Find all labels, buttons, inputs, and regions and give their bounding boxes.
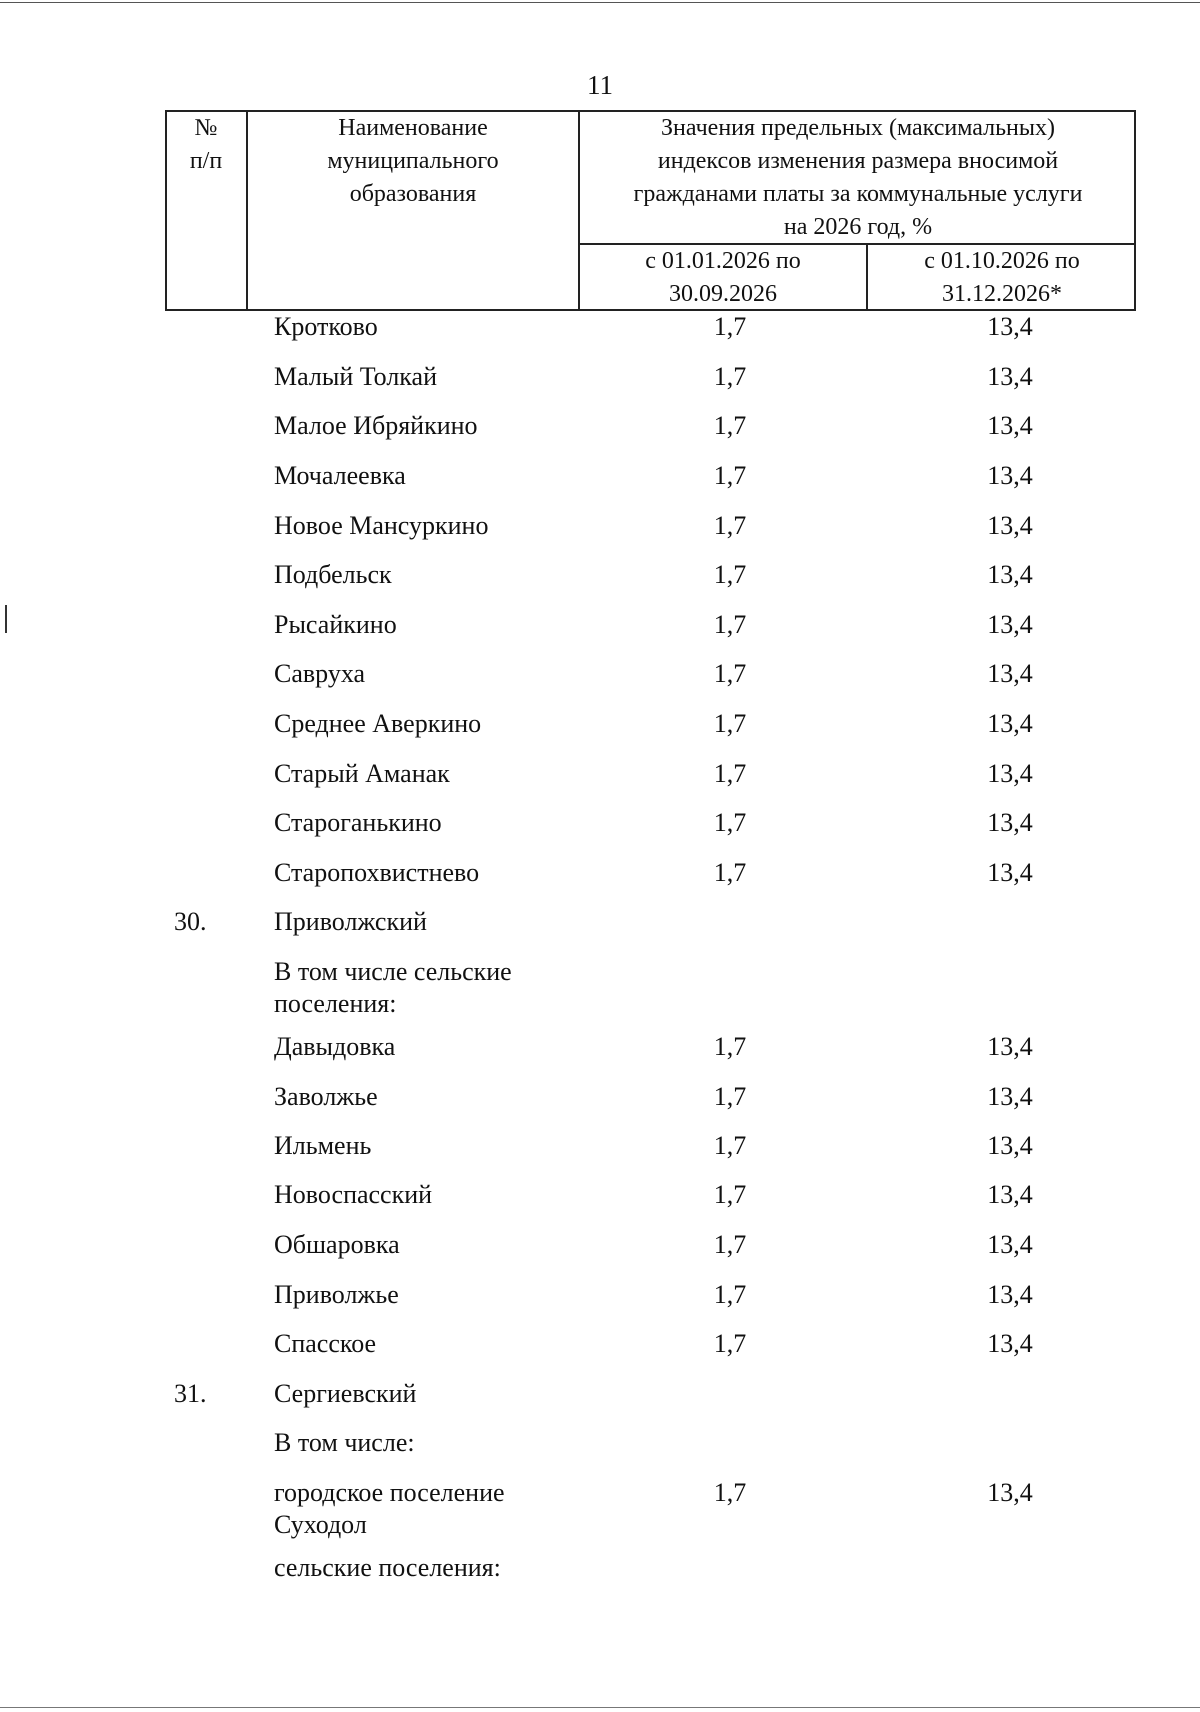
row-municipality-name: Давыдовка [274,1032,396,1061]
row-municipality-name: Кротково [274,312,378,341]
row-municipality-name: Ильмень [274,1131,372,1160]
row-municipality-name: Новое Мансуркино [274,511,489,540]
row-municipality-name: Староганькино [274,808,442,837]
row-index-period-2: 13,4 [987,1230,1033,1259]
row-municipality-name: Малое Ибряйкино [274,411,478,440]
row-index-period-1: 1,7 [713,511,747,540]
row-index-period-1: 1,7 [713,461,747,490]
row-index-period-1: 1,7 [713,411,747,440]
row-index-period-2: 13,4 [987,511,1033,540]
row-index-period-2: 13,4 [987,1032,1033,1061]
row-municipality-name: городское поселение Суходол [274,1478,505,1539]
row-index-period-1: 1,7 [713,1329,747,1358]
header-name-col: Наименование муниципального образования [327,115,499,207]
row-index-period-2: 13,4 [987,1082,1033,1111]
row-index-period-2: 13,4 [987,709,1033,738]
row-index-period-2: 13,4 [987,659,1033,688]
row-index-period-2: 13,4 [987,362,1033,391]
row-index-period-1: 1,7 [713,312,747,341]
row-index-period-2: 13,4 [987,560,1033,589]
row-municipality-name: Сергиевский [274,1379,417,1408]
row-municipality-name: Подбельск [274,560,392,589]
row-index-period-1: 1,7 [713,1180,747,1209]
row-index-period-2: 13,4 [987,461,1033,490]
scan-edge-bottom [0,1707,1200,1708]
row-municipality-name: Заволжье [274,1082,378,1111]
row-index-period-2: 13,4 [987,312,1033,341]
row-number: 31. [174,1379,207,1408]
row-municipality-name: Старый Аманак [274,759,450,788]
row-municipality-name: Обшаровка [274,1230,400,1259]
row-municipality-name: Савруха [274,659,366,688]
row-municipality-name: Малый Толкай [274,362,437,391]
row-index-period-1: 1,7 [713,1032,747,1061]
scan-edge-mark [5,605,7,633]
row-index-period-2: 13,4 [987,1131,1033,1160]
row-index-period-1: 1,7 [713,560,747,589]
row-municipality-name: Приволжский [274,907,427,936]
row-index-period-2: 13,4 [987,808,1033,837]
row-municipality-name: Новоспасский [274,1180,433,1209]
header-period-2: с 01.10.2026 по 31.12.2026* [924,248,1080,307]
row-index-period-1: 1,7 [713,1478,747,1507]
row-municipality-name: Среднее Аверкино [274,709,482,738]
row-index-period-1: 1,7 [713,610,747,639]
row-municipality-name: сельские поселения: [274,1553,501,1582]
row-index-period-2: 13,4 [987,411,1033,440]
row-municipality-name: Мочалеевка [274,461,406,490]
row-index-period-1: 1,7 [713,1082,747,1111]
row-index-period-1: 1,7 [713,1230,747,1259]
row-index-period-2: 13,4 [987,1478,1033,1507]
row-index-period-1: 1,7 [713,1131,747,1160]
row-index-period-1: 1,7 [713,808,747,837]
row-index-period-2: 13,4 [987,858,1033,887]
row-index-period-1: 1,7 [713,858,747,887]
row-index-period-1: 1,7 [713,709,747,738]
row-index-period-2: 13,4 [987,759,1033,788]
scan-edge-top [0,2,1200,3]
row-index-period-1: 1,7 [713,659,747,688]
header-values-col: Значения предельных (максимальных) индексов изменения размера вносимой гражданами платы за коммунальные услуги на 2026 год, % [633,115,1083,240]
row-index-period-1: 1,7 [713,759,747,788]
row-municipality-name: Старопохвистнево [274,858,480,887]
header-period-1: с 01.01.2026 по 30.09.2026 [645,248,801,307]
row-index-period-1: 1,7 [713,1280,747,1309]
page-number: 11 [587,70,613,100]
row-municipality-name: Приволжье [274,1280,399,1309]
row-index-period-2: 13,4 [987,1280,1033,1309]
row-index-period-2: 13,4 [987,610,1033,639]
row-index-period-2: 13,4 [987,1329,1033,1358]
row-number: 30. [174,907,207,936]
row-municipality-name: В том числе сельские поселения: [274,957,512,1018]
row-index-period-1: 1,7 [713,362,747,391]
row-municipality-name: В том числе: [274,1428,415,1457]
row-index-period-2: 13,4 [987,1180,1033,1209]
row-municipality-name: Спасское [274,1329,377,1358]
row-municipality-name: Рысайкино [274,610,397,639]
header-num-col: № п/п [189,115,223,174]
